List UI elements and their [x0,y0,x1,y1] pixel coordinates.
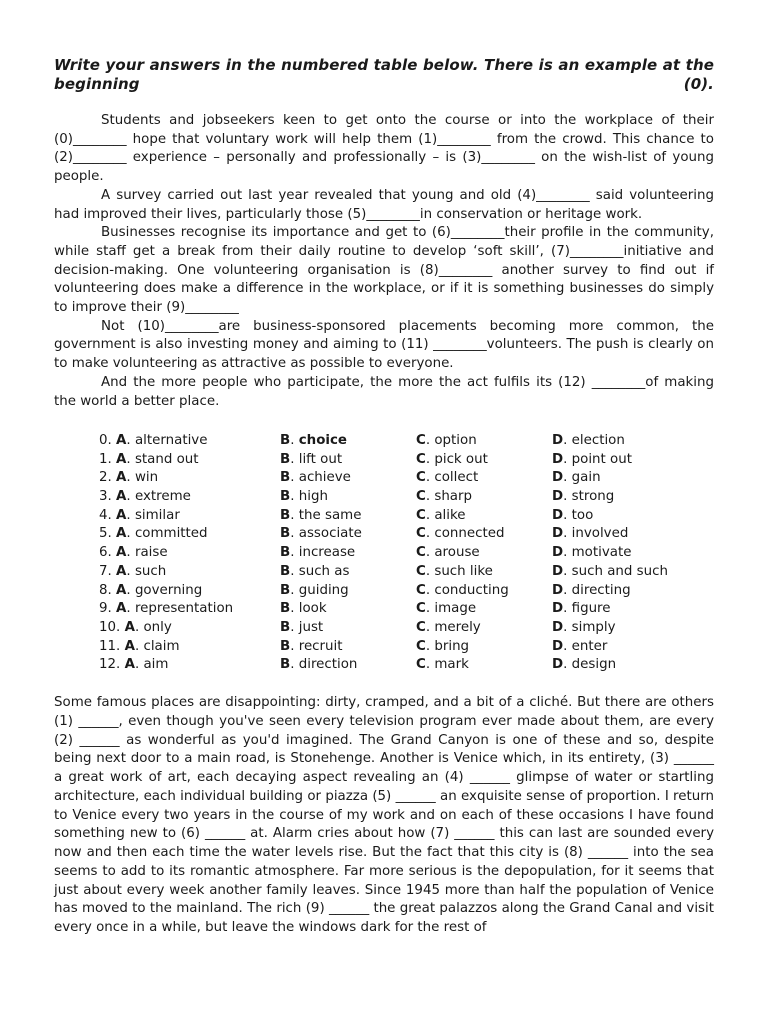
option-d: D. too [552,507,594,523]
option-c: C. merely [416,619,481,635]
option-text: directing [571,582,631,598]
option-c: C. image [416,601,477,617]
option-row [99,619,692,638]
option-a: 5. A. committed [99,526,208,542]
option-text: strong [571,489,615,505]
option-row [99,582,692,601]
option-d: D. involved [552,526,629,542]
option-letter: B [280,582,291,598]
option-letter: B [280,433,291,448]
option-d: D. motivate [552,545,632,561]
option-c: C. collect [416,470,479,486]
question-number: 3. [99,489,112,505]
option-b: B. such as [280,563,350,579]
option-text: direction [298,657,358,673]
option-d: D. strong [552,489,615,505]
option-row [99,656,692,675]
option-text: recruit [298,638,343,654]
option-letter: C [416,563,426,579]
option-letter: C [416,526,426,542]
option-letter: A [116,545,127,561]
option-letter: C [416,451,426,467]
option-a: 8. A. governing [99,582,203,598]
option-text: representation [134,601,234,617]
option-letter: D [552,451,564,467]
option-letter: A [116,489,127,505]
option-letter: D [552,545,564,561]
option-letter: D [552,526,564,542]
option-d: D. point out [552,451,632,467]
option-row [99,563,692,582]
options-table [99,432,692,675]
option-text: sharp [434,489,473,505]
option-b: B. choice [280,433,348,448]
option-d: D. design [552,657,617,673]
option-letter: D [552,619,564,635]
question-number: 8. [99,582,112,598]
option-d: D. directing [552,582,631,598]
question-number: 9. [99,601,112,617]
option-text: only [143,619,172,635]
option-c: C. connected [416,526,505,542]
option-text: figure [571,601,611,617]
option-text: pick out [434,451,488,467]
option-a: 0. A. alternative [99,433,208,448]
option-row [99,469,692,488]
option-text: associate [298,526,362,542]
option-text: such like [434,563,493,579]
paragraph: Students and jobseekers keen to get onto the course or into the workplace of their (0)________ hope that voluntary work will help them (1)________ from the crowd. This chance to (2)________ experience – personally and professionally – is (3)________ on the wish-list of young people. [54,113,714,185]
option-letter: B [280,470,291,486]
option-a: 11. A. claim [99,638,180,654]
option-letter: A [116,563,127,579]
option-letter: D [552,507,564,523]
option-b: B. high [280,489,328,505]
option-letter: C [416,489,426,505]
paragraph: A survey carried out last year revealed that young and old (4)________ said volunteering had improved their lives, particularly those (5)________in conservation or heritage work. [54,187,714,222]
option-letter: A [116,433,127,448]
option-c: C. mark [416,657,469,673]
option-letter: B [280,526,291,542]
option-b: B. just [280,619,324,635]
option-text: such and such [571,563,668,579]
cloze-text-venice [54,694,714,938]
option-c: C. alike [416,507,466,523]
option-letter: A [116,601,127,617]
option-d: D. simply [552,619,616,635]
option-a: 4. A. similar [99,507,180,523]
option-text: collect [434,470,479,486]
instructions-heading: Write your answers in the numbered table below. There is an example at the beginning (0). [54,56,714,93]
option-text: aim [143,657,169,673]
option-text: connected [434,526,505,542]
option-text: raise [134,545,168,561]
option-text: just [298,619,324,635]
option-row [99,544,692,563]
option-text: design [571,657,617,673]
option-text: alike [434,507,466,523]
paragraph: And the more people who participate, the more the act fulfils its (12) ________of making the world a better place. [54,374,714,409]
option-text: win [134,470,159,486]
option-text: bring [434,638,470,654]
option-letter: D [552,563,564,579]
option-letter: B [280,489,291,505]
option-text: committed [134,526,208,542]
option-a: 3. A. extreme [99,489,191,505]
option-letter: B [280,563,291,579]
option-a: 6. A. raise [99,545,168,561]
option-text: image [434,601,477,617]
option-letter: B [280,451,291,467]
option-a: 10. A. only [99,619,172,635]
option-letter: B [280,601,291,617]
question-number: 5. [99,526,112,542]
option-letter: B [280,657,291,673]
option-text: extreme [134,489,191,505]
question-number: 12. [99,657,121,673]
option-row [99,488,692,507]
option-text: conducting [434,582,509,598]
option-b: B. associate [280,526,362,542]
cloze-text-volunteering [54,112,714,411]
option-row [99,638,692,657]
option-letter: C [416,470,426,486]
option-d: D. figure [552,601,611,617]
option-a: 7. A. such [99,563,167,579]
option-a: 12. A. aim [99,657,169,673]
option-row [99,600,692,619]
option-letter: A [124,638,135,654]
option-text: the same [298,507,362,523]
option-b: B. the same [280,507,362,523]
option-row [99,432,692,451]
option-text: gain [571,470,601,486]
option-letter: A [116,507,127,523]
option-letter: D [552,657,564,673]
option-letter: A [116,451,127,467]
option-text: increase [298,545,356,561]
option-text: point out [571,451,632,467]
option-text: such as [298,563,350,579]
option-b: B. look [280,601,327,617]
option-text: motivate [571,545,632,561]
option-letter: A [124,657,135,673]
question-number: 0. [99,433,112,448]
option-d: D. election [552,433,625,448]
option-text: such [134,563,167,579]
option-letter: D [552,582,564,598]
option-letter: A [116,582,127,598]
option-letter: D [552,638,564,654]
option-b: B. increase [280,545,356,561]
option-c: C. conducting [416,582,509,598]
option-c: C. bring [416,638,470,654]
option-b: B. achieve [280,470,351,486]
question-number: 4. [99,507,112,523]
option-b: B. lift out [280,451,343,467]
option-letter: A [116,526,127,542]
option-letter: D [552,433,564,448]
option-text: arouse [434,545,480,561]
option-c: C. option [416,433,477,448]
option-text: governing [134,582,203,598]
option-letter: C [416,582,426,598]
question-number: 11. [99,638,121,654]
option-text: claim [143,638,180,654]
paragraph: Businesses recognise its importance and get to (6)________their profile in the community, while staff get a break from their daily routine to develop ‘soft skill’, (7)________initiative and decision-making. One volunteering organisation is (8)________ another survey to find out if volunteering does make a difference in the workplace, or if it is something businesses do simply to improve their (9)________ [54,225,714,316]
option-letter: D [552,601,564,617]
option-row [99,451,692,470]
option-text: enter [571,638,608,654]
question-number: 2. [99,470,112,486]
option-letter: D [552,489,564,505]
option-text: mark [434,657,469,673]
question-number: 6. [99,545,112,561]
option-letter: B [280,545,291,561]
option-letter: C [416,545,426,561]
option-row [99,525,692,544]
option-a: 9. A. representation [99,601,234,617]
option-row [99,507,692,526]
option-letter: C [416,433,426,448]
option-d: D. such and such [552,563,668,579]
option-b: B. recruit [280,638,343,654]
option-b: B. direction [280,657,358,673]
option-text: guiding [298,582,349,598]
question-number: 7. [99,563,112,579]
option-text: too [571,507,594,523]
option-text: lift out [298,451,343,467]
option-text: achieve [298,470,351,486]
option-letter: C [416,638,426,654]
option-c: C. arouse [416,545,480,561]
option-text: stand out [134,451,199,467]
option-a: 2. A. win [99,470,159,486]
option-c: C. such like [416,563,493,579]
option-text: election [571,433,625,448]
option-c: C. sharp [416,489,473,505]
option-text: option [434,433,477,448]
option-b: B. guiding [280,582,349,598]
option-text: simply [571,619,616,635]
option-text: look [298,601,327,617]
option-letter: A [116,470,127,486]
option-letter: C [416,601,426,617]
option-letter: C [416,507,426,523]
option-letter: A [124,619,135,635]
option-a: 1. A. stand out [99,451,199,467]
question-number: 1. [99,451,112,467]
option-letter: B [280,507,291,523]
option-letter: C [416,619,426,635]
option-letter: B [280,638,291,654]
question-number: 10. [99,619,121,635]
option-text: involved [571,526,629,542]
option-text: merely [434,619,481,635]
option-text: alternative [134,433,208,448]
option-c: C. pick out [416,451,488,467]
paragraph: Not (10)________are business-sponsored placements becoming more common, the government is also investing money and aiming to (11) ________volunteers. The push is clearly on to make volunteering as attractive as possible to everyone. [54,318,714,372]
option-d: D. enter [552,638,608,654]
option-letter: C [416,657,426,673]
option-text: similar [134,507,180,523]
option-d: D. gain [552,470,601,486]
option-text: high [298,489,328,505]
option-text: choice [298,433,348,448]
option-letter: D [552,470,564,486]
paragraph: Some famous places are disappointing: dirty, cramped, and a bit of a cliché. But there are others (1) ______, even though you've seen every television program ever made about them, are every (2) ______ as wonderful as you'd imagined. The Grand Canyon is one of these and so, despite being next door to a main road, is Stonehenge. Another is Venice which, in its entirety, (3) ______ a great work of art, each decaying aspect revealing an (4) ______ glimpse of water or startling architecture, each individual building or piazza (5) ______ an exquisite sense of proportion. I return to Venice every two years in the course of my work and on each of these occasions I have found something new to (6) ______ at. Alarm cries about how (7) ______ this can last are sounded every now and then each time the water levels rise. But the fact that this city is (8) ______ into the sea seems to add to its romantic atmosphere. Far more serious is the depopulation, for it seems that just about every week another family leaves. Since 1945 more than half the population of Venice has moved to the mainland. The rich (9) ______ the great palazzos along the Grand Canal and visit every once in a while, but leave the windows dark for the rest of [54,695,714,935]
option-letter: B [280,619,291,635]
